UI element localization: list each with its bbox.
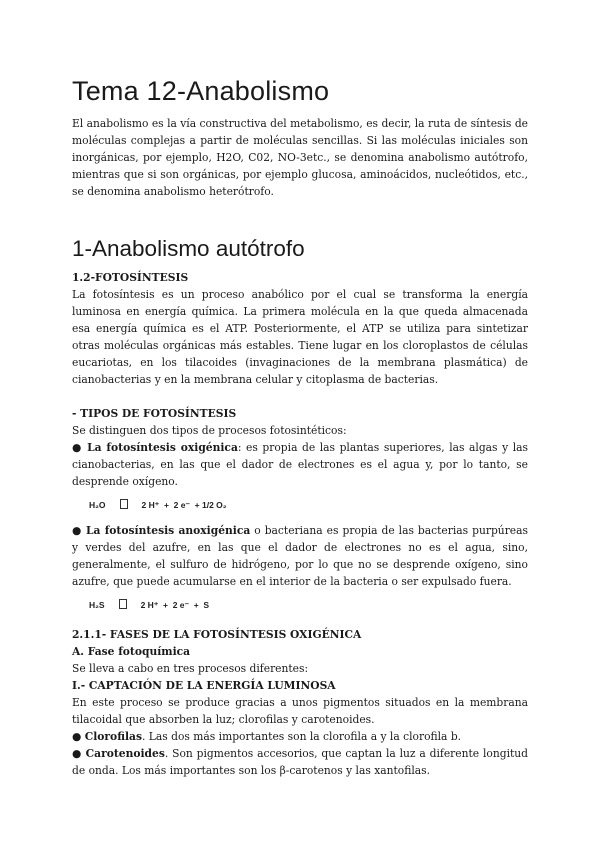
bullet-icon: ● [72, 524, 82, 537]
anoxygenic-label: La fotosíntesis anoxigénica [85, 524, 251, 537]
types-intro: Se distinguen dos tipos de procesos fotosintéticos: [72, 424, 347, 437]
formula-water-right: 2 H⁺ + 2 e⁻ + 1/2 O₂ [141, 500, 227, 510]
phases-heading: 2.1.1- FASES DE LA FOTOSÍNTESIS OXIGÉNICA [72, 628, 362, 641]
subsection-heading-fotosintesis: 1.2-FOTOSÍNTESIS [72, 271, 189, 284]
section-heading-anabolismo-autotrofo: 1-Anabolismo autótrofo [72, 236, 305, 261]
capture-heading: I.- CAPTACIÓN DE LA ENERGÍA LUMINOSA [72, 679, 336, 692]
arrow-placeholder-icon [120, 499, 128, 509]
oxygenic-text: : es propia de las plantas superiores, las algas y las cianobacterias, en las que el dador de electrones es el agua y, por lo tanto, se desprende oxígeno. [72, 441, 528, 488]
formula-water-left: H₂O [89, 500, 106, 510]
formula-sulfide [72, 597, 528, 614]
anoxygenic-text: o bacteriana es propia de las bacterias purpúreas y verdes del azufre, en las que el dador de electrones no es el agua, sino, generalmente, el sulfuro de hidrógeno, por lo que no se desprende oxígeno, sino azufre, que puede acumularse en el interior de la bacteria o ser expulsado fuera. [72, 524, 528, 588]
carotenoid-item [72, 745, 528, 779]
formula-sulfide-left: H₂S [89, 600, 105, 610]
fotosintesis-paragraph: La fotosíntesis es un proceso anabólico por el cual se transforma la energía luminosa en energía química. La primera molécula en la que queda almacenada esa energía química es el ATP. Posteriormente, el ATP se utiliza para sintetizar otras moléculas orgánicas más estables. Tiene lugar en los cloroplastos de células eucariotas, en los tilacoides (invaginaciones de la membrana plasmática) de cianobacterias y en la membrana celular y citoplasma de bacterias. [72, 288, 528, 386]
oxygenic-label: La fotosíntesis oxigénica [87, 441, 238, 454]
formula-water [72, 497, 528, 514]
oxygenic-paragraph [72, 439, 528, 490]
arrow-placeholder-icon [119, 599, 127, 609]
carotenoid-text: . Son pigmentos accesorios, que captan la luz a diferente longitud de onda. Los más importantes son los β-carotenos y las xantofilas. [72, 747, 529, 777]
types-heading: - TIPOS DE FOTOSÍNTESIS [72, 407, 237, 420]
phase-a-heading: A. Fase fotoquímica [72, 645, 191, 658]
page-title: Tema 12-Anabolismo [72, 76, 330, 106]
bullet-icon: ● [72, 730, 82, 743]
chlorophyll-item [72, 728, 528, 745]
bullet-icon: ● [72, 441, 83, 454]
phase-a-text: Se lleva a cabo en tres procesos diferentes: [72, 662, 309, 675]
bullet-icon: ● [72, 747, 82, 760]
anoxygenic-paragraph [72, 522, 528, 590]
chlorophyll-label: Clorofilas [84, 730, 142, 743]
capture-paragraph: En este proceso se produce gracias a unos pigmentos situados en la membrana tilacoidal que absorben la luz; clorofilas y carotenoides. [72, 696, 528, 726]
formula-sulfide-right: 2 H⁺ + 2 e⁻ + S [140, 600, 210, 610]
carotenoid-label: Carotenoides [85, 747, 165, 760]
chlorophyll-text: . Las dos más importantes son la clorofila a y la clorofila b. [141, 730, 462, 743]
intro-paragraph: El anabolismo es la vía constructiva del metabolismo, es decir, la ruta de síntesis de moléculas complejas a partir de moléculas sencillas. Si las moléculas iniciales son inorgánicas, por ejemplo, H2O, C02, NO-3etc., se denomina anabolismo autótrofo, mientras que si son orgánicas, por ejemplo glucosa, aminoácidos, nucleótidos, etc., se denomina anabolismo heterótrofo. [72, 117, 528, 198]
